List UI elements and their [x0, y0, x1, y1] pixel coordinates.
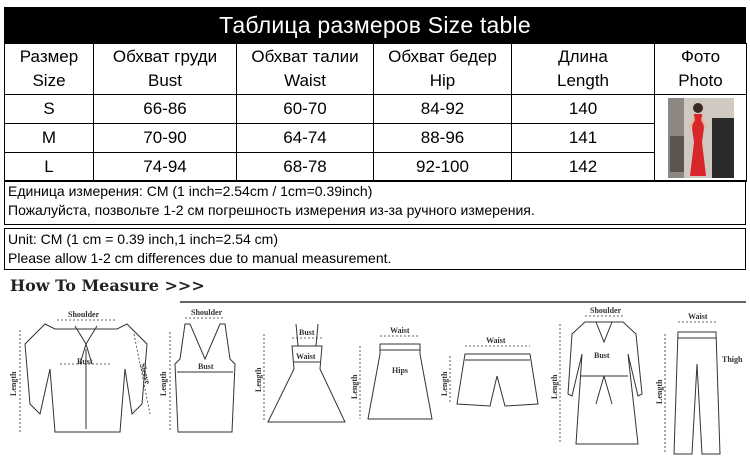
header-size: Размер Size	[5, 44, 94, 95]
cell-length: 141	[512, 124, 655, 153]
trousers-diagram	[674, 332, 720, 454]
cell-waist: 68-78	[237, 153, 374, 182]
product-photo-cell	[655, 95, 747, 182]
header-length: Длина Length	[512, 44, 655, 95]
label-waist: Waist	[486, 336, 506, 345]
label-length: Length	[350, 374, 359, 399]
label-bust: Bust	[299, 328, 315, 337]
notes-ru-tolerance: Пожалуйста, позвольте 1-2 см погрешность измерения из-за ручного измерения.	[8, 202, 535, 218]
size-table-title: Таблица размеров Size table	[4, 7, 746, 43]
header-photo: Фото Photo	[655, 44, 747, 95]
notes-english	[4, 228, 746, 270]
notes-en-unit: Unit: CM (1 cm = 0.39 inch,1 inch=2.54 cm)	[8, 231, 278, 247]
header-bust: Обхват груди Bust	[94, 44, 237, 95]
skirt-diagram	[368, 344, 432, 419]
table-header-row	[5, 44, 747, 95]
cell-length: 140	[512, 95, 655, 124]
label-length: Length	[9, 371, 18, 396]
header-hip: Обхват бедер Hip	[374, 44, 512, 95]
cell-size: S	[5, 95, 94, 124]
table-row	[5, 153, 747, 182]
trench-dress-diagram	[568, 322, 642, 444]
label-waist: Waist	[296, 352, 316, 361]
label-length: Length	[655, 379, 664, 404]
label-length: Length	[550, 374, 559, 399]
label-thigh: Thigh	[722, 355, 743, 364]
shorts-diagram	[457, 354, 538, 406]
table-row	[5, 95, 747, 124]
notes-ru-unit: Единица измерения: CM (1 inch=2.54cm / 1cm=0.39inch)	[8, 183, 373, 199]
label-bust: Bust	[198, 362, 214, 371]
cell-waist: 64-74	[237, 124, 374, 153]
blouse-diagram	[25, 324, 147, 432]
label-length: Length	[254, 367, 263, 392]
cell-size: L	[5, 153, 94, 182]
how-to-measure-heading: How To Measure >>>	[10, 276, 205, 295]
cell-size: M	[5, 124, 94, 153]
label-length: Length	[159, 371, 168, 396]
label-sleeve: Sleeve	[138, 362, 153, 386]
strap-dress-diagram	[268, 324, 345, 422]
label-shoulder: Shoulder	[68, 310, 100, 319]
cell-bust: 70-90	[94, 124, 237, 153]
cell-bust: 66-86	[94, 95, 237, 124]
heading-divider	[180, 301, 746, 303]
notes-en-tolerance: Please allow 1-2 cm differences due to manual measurement.	[8, 250, 392, 266]
label-hips: Hips	[392, 366, 409, 375]
label-shoulder: Shoulder	[191, 308, 223, 317]
cell-hip: 88-96	[374, 124, 512, 153]
header-waist: Обхват талии Waist	[237, 44, 374, 95]
how-to-measure-diagrams	[0, 304, 750, 466]
table-row	[5, 124, 747, 153]
cell-hip: 92-100	[374, 153, 512, 182]
label-waist: Waist	[390, 326, 410, 335]
label-bust: Bust	[77, 357, 93, 366]
product-photo	[668, 98, 734, 178]
label-waist: Waist	[688, 312, 708, 321]
tank-top-diagram	[175, 324, 235, 432]
label-length: Length	[440, 371, 449, 396]
size-table	[4, 43, 747, 182]
cell-length: 142	[512, 153, 655, 182]
cell-bust: 74-94	[94, 153, 237, 182]
label-shoulder: Shoulder	[590, 306, 622, 315]
cell-hip: 84-92	[374, 95, 512, 124]
notes-russian	[4, 180, 746, 225]
cell-waist: 60-70	[237, 95, 374, 124]
label-bust: Bust	[594, 351, 610, 360]
